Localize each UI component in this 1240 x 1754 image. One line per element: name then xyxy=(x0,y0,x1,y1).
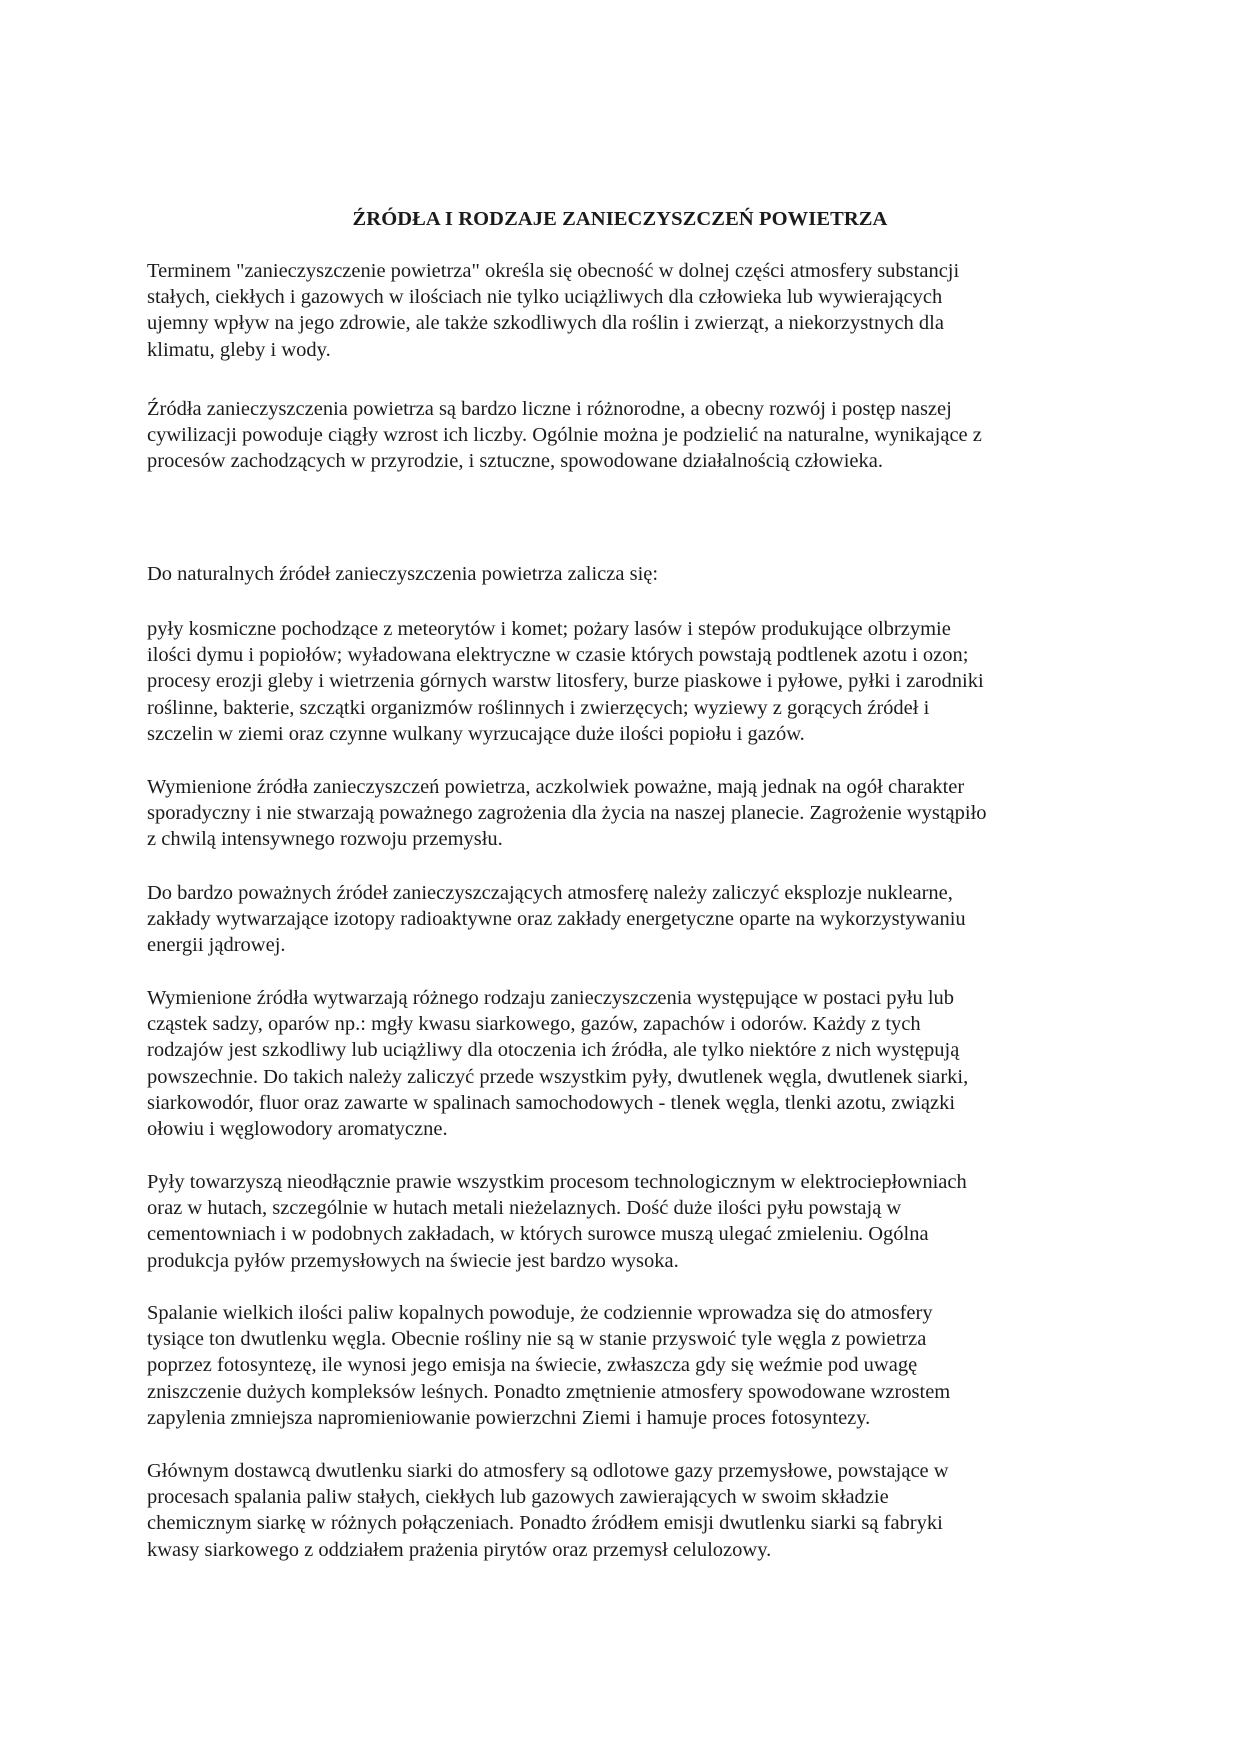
text-line: Spalanie wielkich ilości paliw kopalnych powoduje, że codziennie wprowadza się do atmosfery xyxy=(147,1302,933,1324)
paragraph-fossil-fuels xyxy=(147,1300,1107,1431)
text-line: roślinne, bakterie, szczątki organizmów roślinnych i zwierzęcych; wyziewy z gorących źródeł i xyxy=(147,696,930,719)
text-line: klimatu, gleby i wody. xyxy=(147,338,331,361)
text-line: ołowiu i węglowodory aromatyczne. xyxy=(147,1118,448,1141)
text-line: sporadyczny i nie stwarzają poważnego zagrożenia dla życia na naszej planecie. Zagrożenie wystąpiło xyxy=(147,802,987,825)
text-line: Pyły towarzyszą nieodłącznie prawie wszystkim procesom technologicznym w elektrociepłowniach xyxy=(147,1171,967,1193)
text-line: tysiące ton dwutlenku węgla. Obecnie rośliny nie są w stanie przyswoić tyle węgla z powietrza xyxy=(147,1328,927,1351)
paragraph-dust xyxy=(147,1169,1107,1274)
text-line: chemicznym siarkę w różnych połączeniach. Ponadto źródłem emisji dwutlenku siarki są fabryki xyxy=(147,1512,943,1535)
text-line: siarkowodór, fluor oraz zawarte w spalinach samochodowych - tlenek węgla, tlenki azotu, związki xyxy=(147,1091,956,1114)
paragraph-sporadic xyxy=(147,774,1107,853)
text-line: z chwilą intensywnego rozwoju przemysłu. xyxy=(147,828,503,851)
document-title: ŹRÓDŁA I RODZAJE ZANIECZYSZCZEŃ POWIETRZA xyxy=(352,208,888,230)
text-line: ujemny wpływ na jego zdrowie, ale także szkodliwych dla roślin i zwierząt, a niekorzystnych dla xyxy=(147,312,944,335)
text-line: procesach spalania paliw stałych, ciekłych lub gazowych zawierających w swoim składzie xyxy=(147,1486,889,1509)
text-line: procesy erozji gleby i wietrzenia górnych warstw litosfery, burze piaskowe i pyłowe, pyłki i zarodniki xyxy=(147,670,984,693)
text-line: cząstek sadzy, oparów np.: mgły kwasu siarkowego, gazów, zapachów i odorów. Każdy z tych xyxy=(147,1013,921,1036)
text-line: rodzajów jest szkodliwy lub uciążliwy dla otoczenia ich źródła, ale tylko niektóre z nich występują xyxy=(147,1039,960,1062)
text-line: Głównym dostawcą dwutlenku siarki do atmosfery są odlotowe gazy przemysłowe, powstające w xyxy=(147,1460,949,1482)
text-line: energii jądrowej. xyxy=(147,934,286,957)
text-line: Wymienione źródła zanieczyszczeń powietrza, aczkolwiek poważne, mają jednak na ogół charakter xyxy=(147,776,965,798)
text-line: powszechnie. Do takich należy zaliczyć przede wszystkim pyły, dwutlenek węgla, dwutlenek siarki, xyxy=(147,1065,969,1088)
paragraph-natural-list xyxy=(147,616,1107,747)
paragraph-natural-intro xyxy=(147,561,1107,587)
paragraph-sources xyxy=(147,396,1107,475)
text-line: Źródła zanieczyszczenia powietrza są bardzo liczne i różnorodne, a obecny rozwój i postęp naszej xyxy=(147,398,952,420)
text-line: zapylenia zmniejsza napromieniowanie powierzchni Ziemi i hamuje proces fotosyntezy. xyxy=(147,1406,871,1429)
text-line: poprzez fotosyntezę, ile wynosi jego emisja na świecie, zwłaszcza gdy się weźmie pod uwagę xyxy=(147,1354,918,1377)
text-line: ilości dymu i popiołów; wyładowana elektryczne w czasie których powstają podtlenek azotu i ozon; xyxy=(147,644,969,667)
text-line: Wymienione źródła wytwarzają różnego rodzaju zanieczyszczenia występujące w postaci pyłu lub xyxy=(147,987,955,1009)
text-line: kwasy siarkowego z oddziałem prażenia pirytów oraz przemysł celulozowy. xyxy=(147,1538,772,1561)
text-line: procesów zachodzących w przyrodzie, i sztuczne, spowodowane działalnością człowieka. xyxy=(147,450,883,473)
text-line: oraz w hutach, szczególnie w hutach metali nieżelaznych. Dość duże ilości pyłu powstają w xyxy=(147,1197,902,1220)
paragraph-pollution-types xyxy=(147,985,1107,1142)
text-line: zniszczenie dużych kompleksów leśnych. Ponadto zmętnienie atmosfery spowodowane wzrostem xyxy=(147,1380,951,1403)
text-line: stałych, ciekłych i gazowych w ilościach nie tylko uciążliwych dla człowieka lub wywierających xyxy=(147,286,943,309)
paragraph-nuclear xyxy=(147,880,1107,959)
text-line: cementowniach i w podobnych zakładach, w których surowce muszą ulegać zmieleniu. Ogólna xyxy=(147,1223,929,1246)
paragraph-sulfur-dioxide xyxy=(147,1458,1107,1563)
text-line: zakłady wytwarzające izotopy radioaktywne oraz zakłady energetyczne oparte na wykorzystywaniu xyxy=(147,908,966,931)
text-line: pyły kosmiczne pochodzące z meteorytów i komet; pożary lasów i stepów produkujące olbrzymie xyxy=(147,618,951,640)
text-line: Do naturalnych źródeł zanieczyszczenia powietrza zalicza się: xyxy=(147,563,659,585)
text-line: szczelin w ziemi oraz czynne wulkany wyrzucające duże ilości popiołu i gazów. xyxy=(147,722,805,745)
text-line: cywilizacji powoduje ciągły wzrost ich liczby. Ogólnie można je podzielić na naturalne, wynikające z xyxy=(147,424,982,447)
text-line: produkcja pyłów przemysłowych na świecie jest bardzo wysoka. xyxy=(147,1249,679,1272)
text-line: Do bardzo poważnych źródeł zanieczyszczających atmosferę należy zaliczyć eksplozje nuklearne, xyxy=(147,882,953,904)
paragraph-definition xyxy=(147,258,1107,363)
text-line: Terminem "zanieczyszczenie powietrza" określa się obecność w dolnej części atmosfery substancji xyxy=(147,260,960,282)
